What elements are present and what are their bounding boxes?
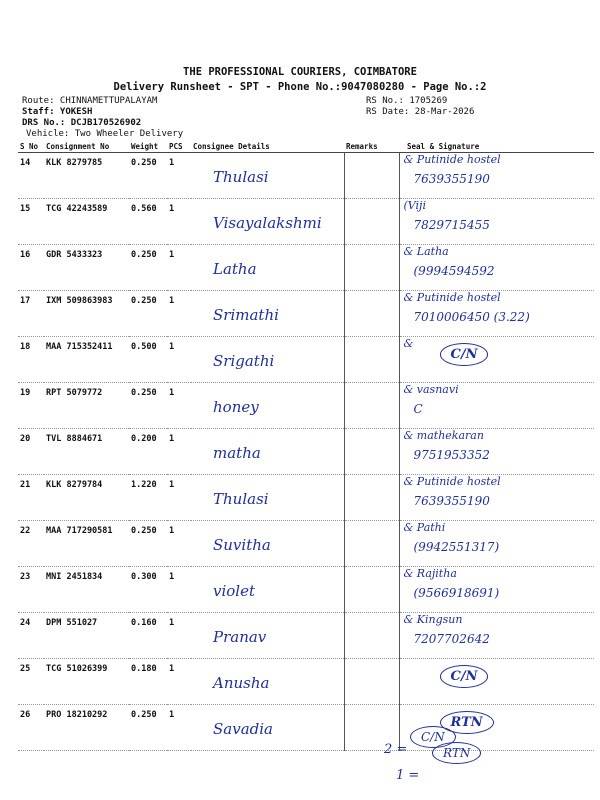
row-consignee-cell bbox=[191, 429, 344, 475]
row-consignee-cell bbox=[191, 291, 344, 337]
row-remarks bbox=[344, 245, 399, 291]
drs-number: DRS No.: DCJB170526902 bbox=[22, 118, 142, 128]
signature-line-2: 7010006450 (3.22) bbox=[413, 310, 530, 324]
row-weight: 1.220 bbox=[129, 475, 167, 521]
row-sno: 25 bbox=[18, 659, 44, 705]
table-row bbox=[18, 383, 594, 429]
tally-cn-stamp: C/N bbox=[410, 726, 456, 748]
consignee-handwriting: Srigathi bbox=[213, 352, 275, 370]
row-consignment-no: IXM 509863983 bbox=[44, 291, 129, 337]
row-signature-cell bbox=[399, 521, 594, 567]
consignee-handwriting: Thulasi bbox=[213, 168, 269, 186]
signature-line-2: 7829715455 bbox=[413, 218, 490, 232]
row-pcs: 1 bbox=[167, 337, 191, 383]
signature-line-1: & Pathi bbox=[403, 521, 446, 534]
status-stamp: RTN bbox=[440, 711, 494, 734]
table-row bbox=[18, 613, 594, 659]
row-weight: 0.200 bbox=[129, 429, 167, 475]
table-row bbox=[18, 153, 594, 199]
row-signature-cell bbox=[399, 567, 594, 613]
row-consignee-cell bbox=[191, 337, 344, 383]
signature-line-1: & Latha bbox=[403, 245, 449, 258]
row-pcs: 1 bbox=[167, 659, 191, 705]
consignee-handwriting: honey bbox=[213, 398, 259, 416]
row-sno: 24 bbox=[18, 613, 44, 659]
row-consignee-cell bbox=[191, 613, 344, 659]
runsheet-subtitle: Delivery Runsheet - SPT - Phone No.:9047080280 - Page No.:2 bbox=[113, 81, 487, 93]
consignee-handwriting: Suvitha bbox=[213, 536, 271, 554]
signature-line-1: & vasnavi bbox=[403, 383, 459, 396]
rs-number: RS No.: 1705269 bbox=[366, 96, 448, 106]
row-remarks bbox=[344, 475, 399, 521]
consignee-handwriting: Visayalakshmi bbox=[213, 214, 322, 232]
row-consignee-cell bbox=[191, 383, 344, 429]
row-consignment-no: PRO 18210292 bbox=[44, 705, 129, 751]
table-row bbox=[18, 567, 594, 613]
row-weight: 0.250 bbox=[129, 245, 167, 291]
vehicle-label: Vehicle: Two Wheeler Delivery bbox=[26, 129, 184, 139]
row-pcs: 1 bbox=[167, 383, 191, 429]
row-weight: 0.560 bbox=[129, 199, 167, 245]
row-weight: 0.500 bbox=[129, 337, 167, 383]
row-sno: 23 bbox=[18, 567, 44, 613]
signature-line-1: & mathekaran bbox=[403, 429, 484, 442]
row-sno: 16 bbox=[18, 245, 44, 291]
staff-label: Staff: YOKESH bbox=[22, 107, 93, 117]
consignee-handwriting: Pranav bbox=[213, 628, 267, 646]
row-consignment-no: TCG 51026399 bbox=[44, 659, 129, 705]
col-sno: S No bbox=[18, 140, 44, 153]
row-sno: 17 bbox=[18, 291, 44, 337]
row-signature-cell bbox=[399, 613, 594, 659]
row-remarks bbox=[344, 567, 399, 613]
table-row bbox=[18, 475, 594, 521]
table-row bbox=[18, 659, 594, 705]
signature-line-2: (9994594592 bbox=[413, 264, 495, 278]
consignee-handwriting: matha bbox=[213, 444, 261, 462]
signature-line-2: 7639355190 bbox=[413, 172, 490, 186]
signature-line-1: & Kingsun bbox=[403, 613, 463, 626]
tally-rtn-stamp: RTN bbox=[432, 742, 481, 764]
row-signature-cell bbox=[399, 199, 594, 245]
row-consignee-cell bbox=[191, 567, 344, 613]
signature-line-2: 7639355190 bbox=[413, 494, 490, 508]
table-row bbox=[18, 291, 594, 337]
runsheet-table bbox=[18, 140, 594, 751]
row-remarks bbox=[344, 337, 399, 383]
row-pcs: 1 bbox=[167, 199, 191, 245]
row-pcs: 1 bbox=[167, 475, 191, 521]
table-header-row bbox=[18, 140, 594, 153]
signature-line-1: (Viji bbox=[403, 199, 426, 212]
route-label: Route: CHINNAMETTUPALAYAM bbox=[22, 96, 158, 106]
table-row bbox=[18, 337, 594, 383]
row-sno: 20 bbox=[18, 429, 44, 475]
row-remarks bbox=[344, 429, 399, 475]
row-weight: 0.250 bbox=[129, 153, 167, 199]
row-consignment-no: MNI 2451834 bbox=[44, 567, 129, 613]
row-remarks bbox=[344, 153, 399, 199]
row-consignee-cell bbox=[191, 521, 344, 567]
col-consignee: Consignee Details bbox=[191, 140, 344, 153]
consignee-handwriting: Anusha bbox=[213, 674, 270, 692]
row-signature-cell bbox=[399, 383, 594, 429]
table-row bbox=[18, 245, 594, 291]
row-pcs: 1 bbox=[167, 521, 191, 567]
signature-line-1: & bbox=[403, 337, 414, 350]
row-consignment-no: KLK 8279784 bbox=[44, 475, 129, 521]
status-stamp: C/N bbox=[440, 665, 489, 688]
row-weight: 0.250 bbox=[129, 705, 167, 751]
row-sno: 22 bbox=[18, 521, 44, 567]
row-consignment-no: RPT 5079772 bbox=[44, 383, 129, 429]
row-sno: 18 bbox=[18, 337, 44, 383]
tally-rtn-count: 1 = bbox=[396, 768, 420, 783]
col-signature: Seal & Signature bbox=[399, 140, 594, 153]
row-consignment-no: DPM 551027 bbox=[44, 613, 129, 659]
signature-line-2: 7207702642 bbox=[413, 632, 490, 646]
row-consignment-no: MAA 717290581 bbox=[44, 521, 129, 567]
status-stamp: C/N bbox=[440, 343, 489, 366]
row-weight: 0.250 bbox=[129, 383, 167, 429]
row-consignment-no: MAA 715352411 bbox=[44, 337, 129, 383]
consignee-handwriting: Latha bbox=[213, 260, 257, 278]
table-row bbox=[18, 199, 594, 245]
row-remarks bbox=[344, 659, 399, 705]
row-weight: 0.250 bbox=[129, 521, 167, 567]
row-pcs: 1 bbox=[167, 429, 191, 475]
row-pcs: 1 bbox=[167, 291, 191, 337]
consignee-handwriting: Srimathi bbox=[213, 306, 279, 324]
signature-line-1: & Putinide hostel bbox=[403, 153, 501, 166]
row-pcs: 1 bbox=[167, 705, 191, 751]
table-row bbox=[18, 521, 594, 567]
col-remarks: Remarks bbox=[344, 140, 399, 153]
row-consignment-no: TCG 42243589 bbox=[44, 199, 129, 245]
row-remarks bbox=[344, 199, 399, 245]
company-title: THE PROFESSIONAL COURIERS, COIMBATORE bbox=[183, 66, 417, 78]
col-weight: Weight bbox=[129, 140, 167, 153]
row-signature-cell bbox=[399, 337, 594, 383]
row-consignee-cell bbox=[191, 153, 344, 199]
table-row bbox=[18, 705, 594, 751]
signature-line-1: & Putinide hostel bbox=[403, 291, 501, 304]
row-signature-cell bbox=[399, 475, 594, 521]
row-weight: 0.180 bbox=[129, 659, 167, 705]
consignee-handwriting: Thulasi bbox=[213, 490, 269, 508]
row-consignee-cell bbox=[191, 475, 344, 521]
signature-line-2: (9942551317) bbox=[413, 540, 500, 554]
row-signature-cell bbox=[399, 659, 594, 705]
row-consignee-cell bbox=[191, 705, 344, 751]
row-weight: 0.250 bbox=[129, 291, 167, 337]
row-remarks bbox=[344, 383, 399, 429]
signature-line-2: C bbox=[413, 402, 423, 416]
signature-line-1: & Putinide hostel bbox=[403, 475, 501, 488]
col-consignment: Consignment No bbox=[44, 140, 129, 153]
row-sno: 14 bbox=[18, 153, 44, 199]
table-row bbox=[18, 429, 594, 475]
row-consignment-no: TVL 8884671 bbox=[44, 429, 129, 475]
row-weight: 0.160 bbox=[129, 613, 167, 659]
signature-line-1: & Rajitha bbox=[403, 567, 457, 580]
row-pcs: 1 bbox=[167, 613, 191, 659]
row-signature-cell bbox=[399, 153, 594, 199]
row-signature-cell bbox=[399, 291, 594, 337]
row-consignee-cell bbox=[191, 245, 344, 291]
row-consignee-cell bbox=[191, 659, 344, 705]
row-sno: 26 bbox=[18, 705, 44, 751]
signature-line-2: 9751953352 bbox=[413, 448, 490, 462]
row-remarks bbox=[344, 521, 399, 567]
signature-line-2: (9566918691) bbox=[413, 586, 500, 600]
rs-date: RS Date: 28-Mar-2026 bbox=[366, 107, 475, 117]
row-pcs: 1 bbox=[167, 153, 191, 199]
row-remarks bbox=[344, 291, 399, 337]
row-sno: 15 bbox=[18, 199, 44, 245]
row-pcs: 1 bbox=[167, 245, 191, 291]
row-signature-cell bbox=[399, 429, 594, 475]
row-consignee-cell bbox=[191, 199, 344, 245]
consignee-handwriting: violet bbox=[213, 582, 256, 600]
row-consignment-no: GDR 5433323 bbox=[44, 245, 129, 291]
row-remarks bbox=[344, 613, 399, 659]
row-signature-cell bbox=[399, 245, 594, 291]
row-weight: 0.300 bbox=[129, 567, 167, 613]
row-pcs: 1 bbox=[167, 567, 191, 613]
row-consignment-no: KLK 8279785 bbox=[44, 153, 129, 199]
row-sno: 19 bbox=[18, 383, 44, 429]
consignee-handwriting: Savadia bbox=[213, 720, 273, 738]
tally-cn-count: 2 = bbox=[384, 742, 408, 757]
col-pcs: PCS bbox=[167, 140, 191, 153]
row-sno: 21 bbox=[18, 475, 44, 521]
